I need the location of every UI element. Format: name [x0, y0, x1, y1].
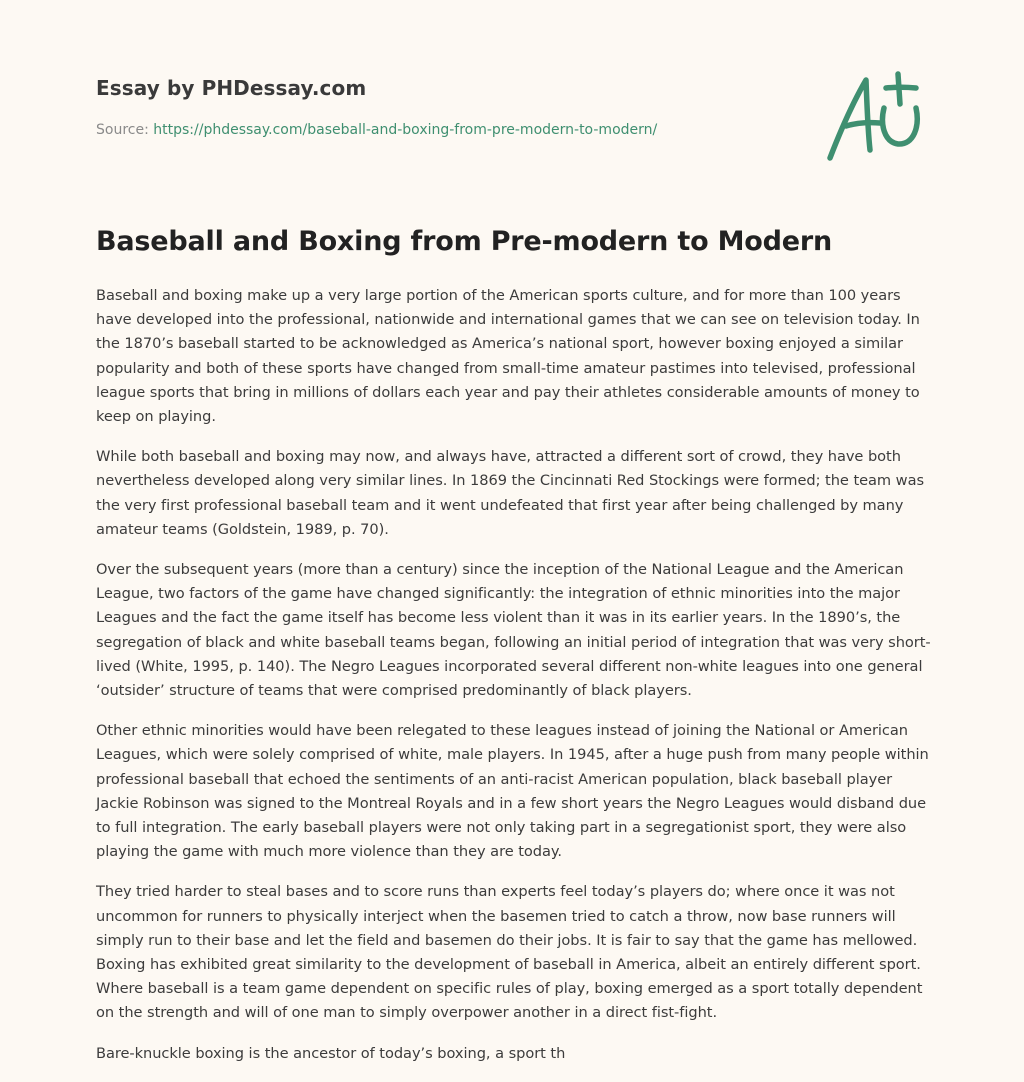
- page-header: [96, 76, 796, 138]
- source-link[interactable]: https://phdessay.com/baseball-and-boxing-from-pre-modern-to-modern/: [153, 122, 658, 138]
- paragraph: Baseball and boxing make up a very large portion of the American sports culture, and for more than 100 years have developed into the professional, nationwide and international games that we can see on television today. In the 1870’s baseball started to be acknowledged as America’s national sport, however boxing enjoyed a similar popularity and both of these sports have changed from small-time amateur pastimes into televised, professional league sports that bring in millions of dollars each year and pay their athletes considerable amounts of money to keep on playing.: [96, 287, 920, 426]
- paragraph: While both baseball and boxing may now, and always have, attracted a different sort of crowd, they have both nevertheless developed along very similar lines. In 1869 the Cincinnati Red Stockings were formed; the team was the very first professional baseball team and it went undefeated that first year after being challenged by many amateur teams (Goldstein, 1989, p. 70).: [96, 448, 925, 538]
- source-label: Source:: [96, 122, 154, 138]
- article-title: Baseball and Boxing from Pre-modern to Modern: [96, 226, 833, 257]
- paragraph: They tried harder to steal bases and to score runs than experts feel today’s players do; where once it was not uncommon for runners to physically interject when the basemen tried to catch a throw, now base runners will simply run to their base and let the field and basemen do their jobs. It is fair to say that the game has mellowed. Boxing has exhibited great similarity to the development of baseball in America, albeit an entirely different sport. Where baseball is a team game dependent on specific rules of play, boxing emerged as a sport totally dependent on the strength and will of one man to simply overpower another in a direct fist-fight.: [96, 883, 923, 1022]
- source-line: [96, 122, 796, 138]
- paragraph: Bare-knuckle boxing is the ancestor of today’s boxing, a sport th: [96, 1044, 566, 1062]
- site-title: Essay by PHDessay.com: [96, 76, 367, 100]
- article-body: [96, 284, 932, 1082]
- paragraph: Other ethnic minorities would have been relegated to these leagues instead of joining the National or American Leagues, which were solely comprised of white, male players. In 1945, after a huge push from many people within professional baseball that echoed the sentiments of an anti-racist American population, black baseball player Jackie Robinson was signed to the Montreal Royals and in a few short years the Negro Leagues would disband due to full integration. The early baseball players were not only taking part in a segregationist sport, they were also playing the game with much more violence than they are today.: [96, 722, 929, 861]
- paragraph: Over the subsequent years (more than a century) since the inception of the National League and the American League, two factors of the game have changed significantly: the integration of ethnic minorities into the major Leagues and the fact the game itself has become less violent than it was in its earlier years. In the 1890’s, the segregation of black and white baseball teams began, following an initial period of integration that was very short-lived (White, 1995, p. 140). The Negro Leagues incorporated several different non-white leagues into one general ‘outsider’ structure of teams that were comprised predominantly of black players.: [96, 561, 931, 700]
- a-plus-logo-icon: [822, 68, 926, 164]
